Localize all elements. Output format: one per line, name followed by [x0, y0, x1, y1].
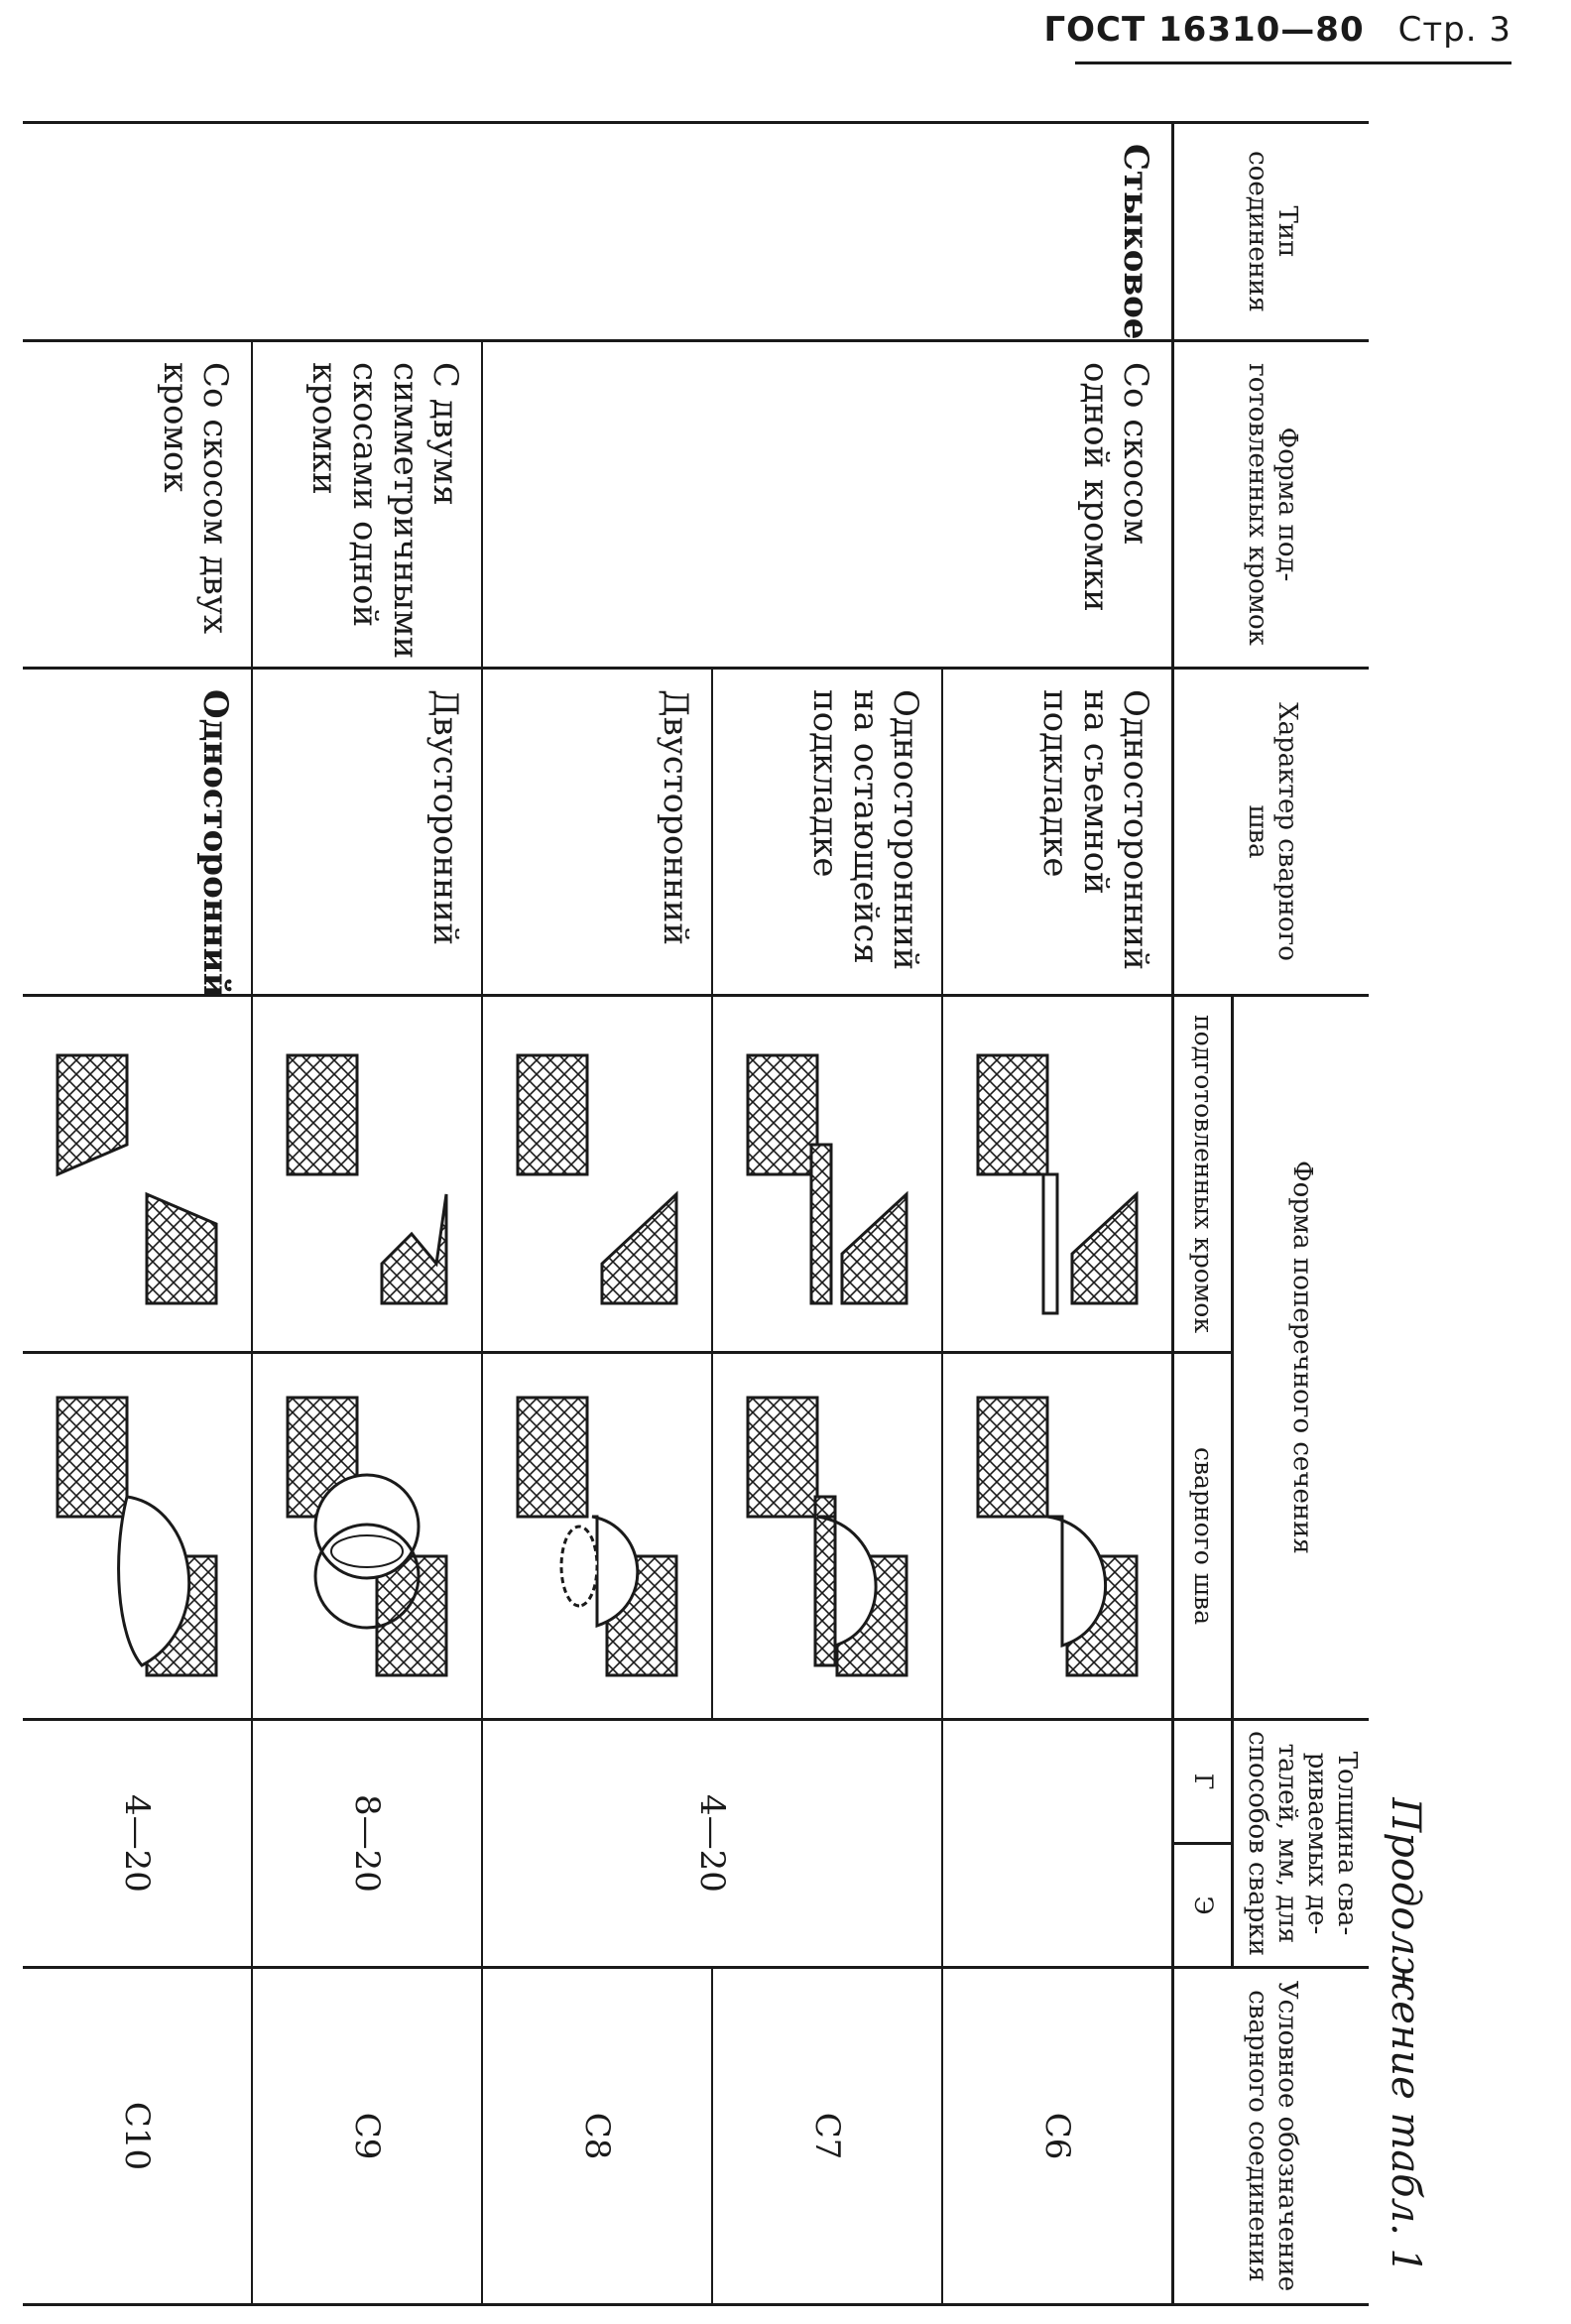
col-prepared-edges: подготовленных кромок: [1173, 996, 1233, 1353]
table-row: [252, 123, 482, 2305]
designation-code: С6: [942, 1968, 1173, 2305]
col-joint-type: Тип соединения: [1173, 123, 1369, 341]
prepared-edges-drawing: [943, 997, 1171, 1351]
designation-code: С7: [712, 1968, 942, 2305]
seam-cell: Двусторонний: [425, 689, 466, 945]
thickness-cell: [942, 1720, 1173, 1968]
weld-seam-drawing: [713, 1354, 941, 1718]
edge-shape-cell: Со скосом двух кромок: [155, 362, 236, 635]
prepared-edges-drawing: [23, 997, 251, 1351]
edge-shape-cell: Со скосом одной кромки: [1075, 362, 1156, 612]
designation-code: С10: [23, 1968, 252, 2305]
weld-seam-drawing: [253, 1354, 481, 1718]
weld-seam-drawing: [943, 1354, 1171, 1718]
designation-code: С9: [252, 1968, 482, 2305]
col-method-e: Э: [1173, 1844, 1233, 1968]
designation-code: С8: [482, 1968, 712, 2305]
table-row: [23, 123, 252, 2305]
weld-joints-table: [23, 121, 1369, 2306]
weld-seam-drawing: [483, 1354, 711, 1718]
joint-type-cell: Стыковое: [1116, 144, 1156, 340]
header-rule: [1075, 61, 1511, 64]
weld-seam-drawing: [23, 1354, 251, 1718]
thickness-cell: 8—20: [252, 1720, 482, 1968]
col-cross-section: Форма поперечного сечения: [1233, 996, 1369, 1720]
col-seam-character: Характер сварного шва: [1173, 669, 1369, 996]
col-edge-shape: Форма подготовленных кромок: [1173, 341, 1369, 669]
standard-number: ГОСТ 16310—80: [1043, 10, 1365, 50]
edge-shape-cell: С двумя симметричными скосами одной кромки: [304, 362, 466, 660]
col-method-g: Г: [1173, 1720, 1233, 1844]
prepared-edges-drawing: [483, 997, 711, 1351]
seam-cell: Двусторонний: [656, 689, 696, 945]
page-header: [1043, 10, 1511, 50]
page-number: Стр. 3: [1397, 10, 1511, 50]
table-row: [942, 123, 1173, 2305]
col-thickness: Толщина свариваемых деталей, мм, для способов сварки: [1233, 1720, 1369, 1968]
thickness-cell: 4—20: [23, 1720, 252, 1968]
prepared-edges-drawing: [713, 997, 941, 1351]
col-weld-seam: сварного шва: [1173, 1353, 1233, 1720]
seam-cell: Односторонний: [195, 689, 236, 998]
table-caption: Продолжение табл. 1: [1383, 1797, 1428, 2273]
col-designation: Условное обозначение сварного соединения: [1173, 1968, 1369, 2305]
seam-cell: Односторонний на съемной подкладке: [1034, 689, 1156, 971]
rotated-table-sheet: [40, 121, 1428, 2303]
prepared-edges-drawing: [253, 997, 481, 1351]
seam-cell: Односторонний на остающейся подкладке: [804, 689, 926, 971]
thickness-cell: 4—20: [482, 1720, 942, 1968]
